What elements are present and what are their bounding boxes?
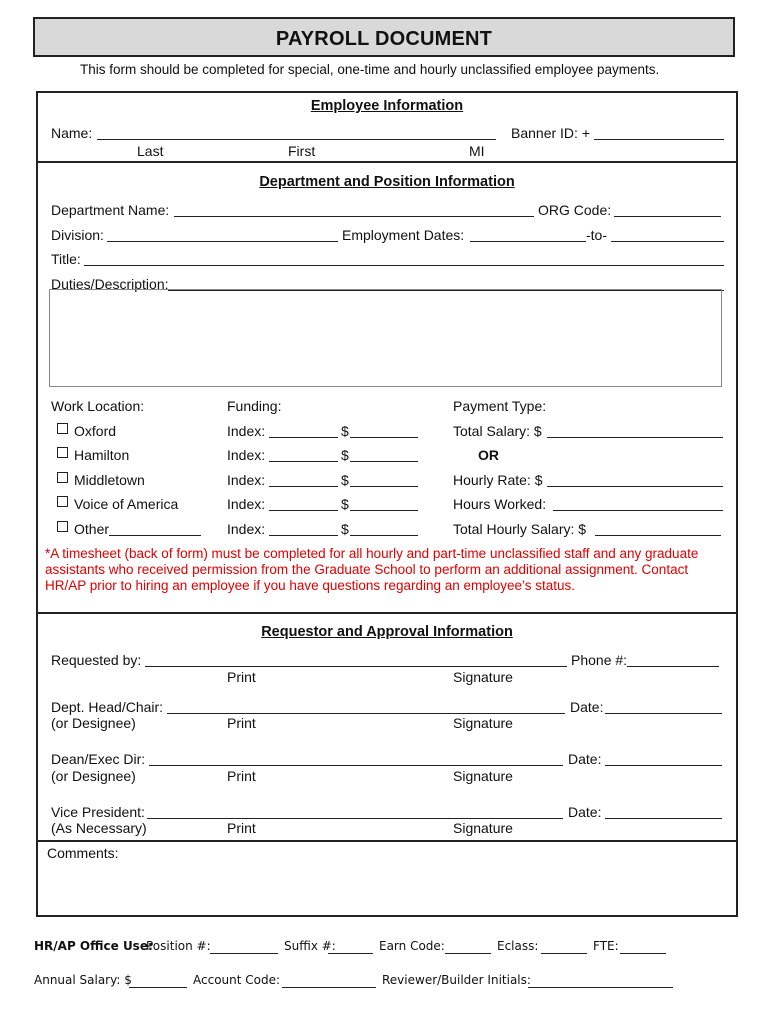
position-field[interactable] — [210, 953, 278, 954]
first-caption: First — [288, 143, 316, 159]
vice-president-date-field[interactable] — [605, 818, 722, 819]
vice-president-label: Vice President: — [51, 804, 145, 820]
dean-date-field[interactable] — [605, 765, 722, 766]
dean-signature-caption: Signature — [453, 768, 513, 784]
amount-field-5[interactable] — [350, 535, 418, 536]
dept-head-date-label: Date: — [570, 699, 604, 715]
hamilton-label: Hamilton — [74, 447, 130, 463]
title-field[interactable] — [84, 265, 724, 266]
as-necessary-caption: (As Necessary) — [51, 820, 147, 836]
voice-of-america-label: Voice of America — [74, 496, 179, 512]
middletown-checkbox[interactable] — [57, 472, 68, 483]
funding-label: Funding: — [227, 398, 282, 414]
total-salary-label: Total Salary: $ — [453, 423, 542, 439]
dept-head-field[interactable] — [167, 713, 565, 714]
vice-president-print-caption: Print — [227, 820, 256, 836]
last-caption: Last — [137, 143, 164, 159]
to-label: -to- — [586, 227, 607, 243]
dept-head-designee-caption: (or Designee) — [51, 715, 136, 731]
index-label-4: Index: — [227, 496, 266, 512]
subtitle: This form should be completed for special, one-time and hourly unclassified employee payments. — [80, 62, 660, 77]
requested-by-label: Requested by: — [51, 652, 142, 668]
or-label: OR — [478, 447, 499, 463]
index-field-2[interactable] — [269, 461, 338, 462]
dean-label: Dean/Exec Dir: — [51, 751, 146, 767]
vice-president-date-label: Date: — [568, 804, 602, 820]
index-label-2: Index: — [227, 447, 266, 463]
mi-caption: MI — [469, 143, 485, 159]
suffix-field[interactable] — [328, 953, 373, 954]
amount-field-3[interactable] — [350, 486, 418, 487]
title-label: Title: — [51, 251, 81, 267]
department-header: Department and Position Information — [259, 174, 515, 190]
requested-by-print-caption: Print — [227, 669, 256, 685]
index-label-3: Index: — [227, 472, 266, 488]
employee-header: Employee Information — [310, 98, 464, 114]
total-hourly-salary-label: Total Hourly Salary: $ — [453, 521, 587, 537]
position-label: Position #: — [146, 939, 211, 953]
division-field[interactable] — [107, 241, 338, 242]
eclass-field[interactable] — [541, 953, 587, 954]
reviewer-field[interactable] — [528, 987, 673, 988]
dept-head-date-field[interactable] — [605, 713, 722, 714]
employment-start-field[interactable] — [470, 241, 586, 242]
timesheet-notice: *A timesheet (back of form) must be completed for all hourly and part-time unclassified staff and any graduate assistants who received permission from the Graduate School to perform an additional assignment. Contact HR/AP prior to hiring an employee if you have questions regarding an employee’s status. — [45, 546, 699, 593]
name-label: Name: — [51, 125, 93, 141]
requested-by-field[interactable] — [145, 666, 567, 667]
comments-box[interactable] — [38, 840, 736, 917]
vice-president-field[interactable] — [147, 818, 563, 819]
hours-worked-label: Hours Worked: — [453, 496, 547, 512]
phone-label: Phone #: — [571, 652, 628, 668]
hourly-rate-field[interactable] — [547, 486, 723, 487]
dept-head-signature-caption: Signature — [453, 715, 513, 731]
eclass-label: Eclass: — [497, 939, 539, 953]
page-title: PAYROLL DOCUMENT — [275, 28, 493, 50]
dollar-label-2: $ — [341, 447, 349, 463]
dollar-label-1: $ — [341, 423, 349, 439]
employment-end-field[interactable] — [611, 241, 724, 242]
department-name-field[interactable] — [174, 216, 534, 217]
total-salary-field[interactable] — [547, 437, 723, 438]
phone-field[interactable] — [627, 666, 719, 667]
other-checkbox[interactable] — [57, 521, 68, 532]
annual-salary-label: Annual Salary: $ — [34, 973, 132, 987]
dean-date-label: Date: — [568, 751, 602, 767]
account-code-label: Account Code: — [193, 973, 281, 987]
account-code-field[interactable] — [282, 987, 376, 988]
office-use-text: HR/AP Office Use: — [34, 939, 153, 953]
duties-label: Duties/Description: — [51, 276, 169, 292]
annual-salary-field[interactable] — [129, 987, 187, 988]
requested-by-signature-caption: Signature — [453, 669, 513, 685]
index-label-1: Index: — [227, 423, 266, 439]
index-field-4[interactable] — [269, 510, 338, 511]
amount-field-2[interactable] — [350, 461, 418, 462]
index-label-5: Index: — [227, 521, 266, 537]
dean-field[interactable] — [149, 765, 563, 766]
banner-id-label: Banner ID: + — [511, 125, 590, 141]
other-field[interactable] — [109, 535, 201, 536]
hours-worked-field[interactable] — [553, 510, 723, 511]
oxford-checkbox[interactable] — [57, 423, 68, 434]
earn-code-label: Earn Code: — [379, 939, 445, 953]
approval-header: Requestor and Approval Information — [261, 624, 513, 640]
dept-head-label: Dept. Head/Chair: — [51, 699, 164, 715]
dean-designee-caption: (or Designee) — [51, 768, 136, 784]
hourly-rate-label: Hourly Rate: $ — [453, 472, 543, 488]
employment-dates-label: Employment Dates: — [342, 227, 465, 243]
reviewer-label: Reviewer/Builder Initials: — [382, 973, 531, 987]
department-name-label: Department Name: — [51, 202, 170, 218]
title-box — [33, 17, 735, 57]
total-hourly-salary-field[interactable] — [595, 535, 721, 536]
fte-label: FTE: — [593, 939, 619, 953]
other-label: Other — [74, 521, 110, 537]
banner-id-field[interactable] — [594, 139, 724, 140]
fte-field[interactable] — [620, 953, 666, 954]
voice-of-america-checkbox[interactable] — [57, 496, 68, 507]
dollar-label-3: $ — [341, 472, 349, 488]
oxford-label: Oxford — [74, 423, 117, 439]
duties-textbox[interactable] — [49, 289, 722, 387]
index-field-3[interactable] — [269, 486, 338, 487]
amount-field-4[interactable] — [350, 510, 418, 511]
payment-type-label: Payment Type: — [453, 398, 547, 414]
dollar-label-4: $ — [341, 496, 349, 512]
index-field-1[interactable] — [269, 437, 338, 438]
dollar-label-5: $ — [341, 521, 349, 537]
division-label: Division: — [51, 227, 104, 243]
earn-code-field[interactable] — [445, 953, 491, 954]
dean-print-caption: Print — [227, 768, 256, 784]
dept-head-print-caption: Print — [227, 715, 256, 731]
index-field-5[interactable] — [269, 535, 338, 536]
name-field[interactable] — [97, 139, 496, 140]
comments-label: Comments: — [47, 845, 119, 861]
org-code-label: ORG Code: — [538, 202, 612, 218]
office-use-label — [34, 939, 153, 953]
middletown-label: Middletown — [74, 472, 145, 488]
vice-president-signature-caption: Signature — [453, 820, 513, 836]
amount-field-1[interactable] — [350, 437, 418, 438]
work-location-label: Work Location: — [51, 398, 145, 414]
suffix-label: Suffix #: — [284, 939, 336, 953]
org-code-field[interactable] — [614, 216, 721, 217]
hamilton-checkbox[interactable] — [57, 447, 68, 458]
